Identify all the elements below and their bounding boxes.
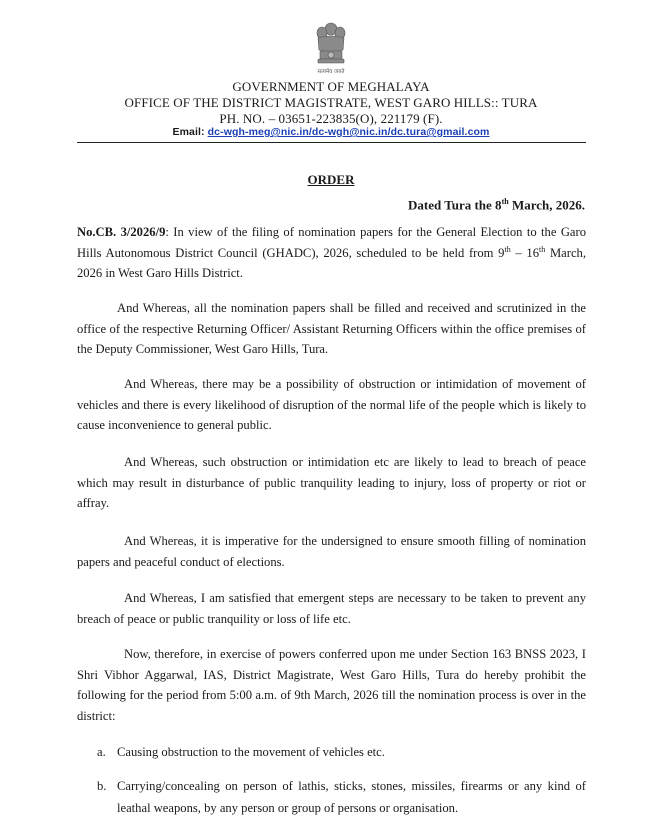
list-item-label: a. <box>97 745 106 759</box>
list-item-text: Causing obstruction to the movement of vehicles etc. <box>117 745 385 759</box>
header-divider <box>77 142 586 143</box>
paragraph-whereas-3: And Whereas, such obstruction or intimidation etc are likely to lead to breach of peace which may result in disturbance of public tranquility leading to injury, loss of property or riot or affray. <box>77 455 586 510</box>
list-item <box>97 775 586 819</box>
office-title: OFFICE OF THE DISTRICT MAGISTRATE, WEST GARO HILLS:: TURA <box>124 95 538 110</box>
paragraph-whereas-5: And Whereas, I am satisfied that emergent steps are necessary to be taken to prevent any breach of peace or public tranquility or loss of life etc. <box>77 591 586 626</box>
order-date: Dated Tura the 8th March, 2026. <box>408 197 585 213</box>
email-label: Email: <box>172 126 208 138</box>
paragraph-now-therefore: Now, therefore, in exercise of powers conferred upon me under Section 163 BNSS 2023, I Shri Vibhor Aggarwal, IAS, District Magistrate, West Garo Hills, Tura do hereby prohibit the following for the period from 5:00 a.m. of 9th March, 2026 till the nomination process is over in the district: <box>77 647 586 723</box>
email-link[interactable]: dc-wgh-meg@nic.in/dc-wgh@nic.in/dc.tura@gmail.com <box>207 126 490 138</box>
paragraph-whereas-1: And Whereas, all the nomination papers shall be filled and received and scrutinized in the office of the respective Returning Officer/ Assistant Returning Officers within the office premises of the Deputy Commissioner, West Garo Hills, Tura. <box>77 301 586 356</box>
paragraph-reference: No.CB. 3/2026/9: In view of the filing of nomination papers for the General Election to the Garo Hills Autonomous District Council (GHADC), 2026, scheduled to be held from 9th – 16th March, 2026 in West Garo Hills District. <box>77 225 586 280</box>
paragraph-whereas-2: And Whereas, there may be a possibility of obstruction or intimidation of movement of vehicles and there is every likelihood of disruption of the normal life of the people which is likely to cause inconvenience to general public. <box>77 377 586 432</box>
order-number: No.CB. 3/2026/9 <box>77 225 166 239</box>
list-item-label: b. <box>97 779 107 793</box>
email-line <box>0 126 662 138</box>
emblem-motto: सत्यमेव जयते <box>317 69 345 75</box>
list-item <box>97 741 586 763</box>
phone-numbers: PH. NO. – 03651-223835(O), 221179 (F). <box>219 111 443 126</box>
order-title: ORDER <box>307 172 355 187</box>
government-title: GOVERNMENT OF MEGHALAYA <box>232 79 430 94</box>
paragraph-whereas-4: And Whereas, it is imperative for the undersigned to ensure smooth filling of nomination papers and peaceful conduct of elections. <box>77 534 586 569</box>
list-item-text: Carrying/concealing on person of lathis, sticks, stones, missiles, firearms or any kind of leathal weapons, by any person or group of persons or organisation. <box>117 779 586 815</box>
